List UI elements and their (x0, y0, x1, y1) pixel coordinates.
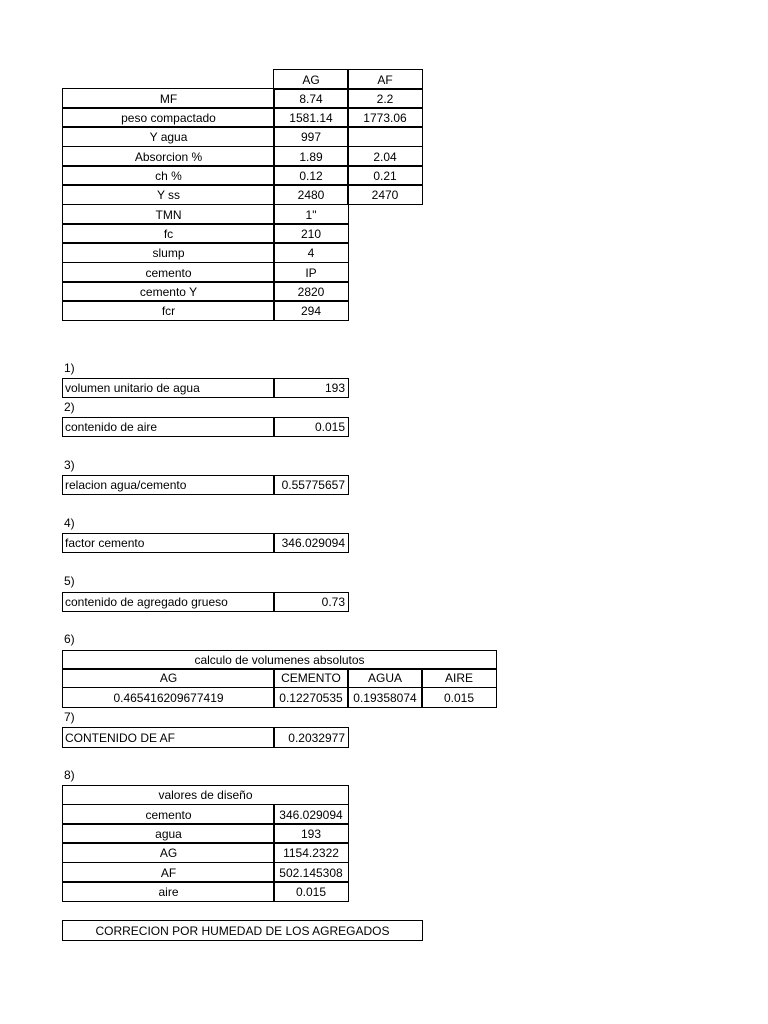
step-label: CONTENIDO DE AF (62, 727, 275, 748)
step-label: relacion agua/cemento (62, 475, 275, 495)
design-label: cemento (62, 804, 275, 825)
step-number: 2) (64, 400, 75, 414)
step-value: 0.015 (273, 417, 349, 437)
volumes-title: calculo de volumenes absolutos (62, 650, 497, 670)
row-label: Absorcion % (62, 146, 275, 167)
volumes-value-agua: 0.19358074 (347, 687, 423, 708)
design-label: AG (62, 842, 275, 863)
design-label: aire (62, 881, 275, 902)
row-ag: 8.74 (273, 88, 349, 109)
row-label: cemento Y (62, 281, 275, 302)
step-value: 0.55775657 (273, 475, 349, 495)
row-ag: 0.12 (273, 165, 349, 186)
row-af: 2470 (347, 184, 423, 205)
step-label: factor cemento (62, 533, 275, 553)
design-values-title: valores de diseño (62, 785, 349, 805)
row-ag: 4 (273, 242, 349, 263)
row-ag: IP (273, 262, 349, 283)
step-number: 5) (64, 574, 75, 588)
row-af: 2.2 (347, 88, 423, 109)
row-af: 1773.06 (347, 107, 423, 128)
row-af (347, 126, 423, 147)
row-ag: 1581.14 (273, 107, 349, 128)
design-value: 1154.2322 (273, 842, 349, 863)
header-af: AF (347, 69, 423, 90)
row-label: Y ss (62, 184, 275, 205)
volumes-value-aire: 0.015 (421, 687, 497, 708)
row-label: ch % (62, 165, 275, 186)
step-value: 0.73 (273, 592, 349, 612)
volumes-header-agua: AGUA (347, 668, 423, 688)
row-ag: 1.89 (273, 146, 349, 167)
row-ag: 997 (273, 126, 349, 147)
volumes-value-cemento: 0.12270535 (273, 687, 349, 708)
step-label: volumen unitario de agua (62, 378, 275, 398)
step-value: 346.029094 (273, 533, 349, 553)
step-value: 193 (273, 378, 349, 398)
row-label: cemento (62, 262, 275, 283)
header-ag: AG (273, 69, 349, 90)
row-label: TMN (62, 204, 275, 225)
step-number: 6) (64, 632, 75, 646)
step-number: 3) (64, 458, 75, 472)
properties-table (0, 0, 768, 330)
row-ag: 210 (273, 223, 349, 244)
row-af: 2.04 (347, 146, 423, 167)
volumes-header-aire: AIRE (421, 668, 497, 688)
design-value: 0.015 (273, 881, 349, 902)
step-number: 7) (64, 710, 75, 724)
design-value: 502.145308 (273, 862, 349, 883)
step-value: 0.2032977 (273, 727, 349, 748)
row-label: MF (62, 88, 275, 109)
design-label: agua (62, 823, 275, 844)
volumes-value-ag: 0.465416209677419 (62, 687, 275, 708)
row-label: Y agua (62, 126, 275, 147)
step-number: 4) (64, 516, 75, 530)
step-number: 8) (64, 768, 75, 782)
design-label: AF (62, 862, 275, 883)
row-label: peso compactado (62, 107, 275, 128)
step-label: contenido de agregado grueso (62, 592, 275, 612)
row-label: slump (62, 242, 275, 263)
row-ag: 2480 (273, 184, 349, 205)
step-number: 1) (64, 361, 75, 375)
step-label: contenido de aire (62, 417, 275, 437)
row-ag: 2820 (273, 281, 349, 302)
volumes-header-cemento: CEMENTO (273, 668, 349, 688)
moisture-correction-title: CORRECION POR HUMEDAD DE LOS AGREGADOS (62, 920, 423, 941)
design-value: 346.029094 (273, 804, 349, 825)
row-af: 0.21 (347, 165, 423, 186)
volumes-header-ag: AG (62, 668, 275, 688)
row-label: fcr (62, 300, 275, 321)
row-ag: 294 (273, 300, 349, 321)
design-value: 193 (273, 823, 349, 844)
row-ag: 1" (273, 204, 349, 225)
row-label: fc (62, 223, 275, 244)
